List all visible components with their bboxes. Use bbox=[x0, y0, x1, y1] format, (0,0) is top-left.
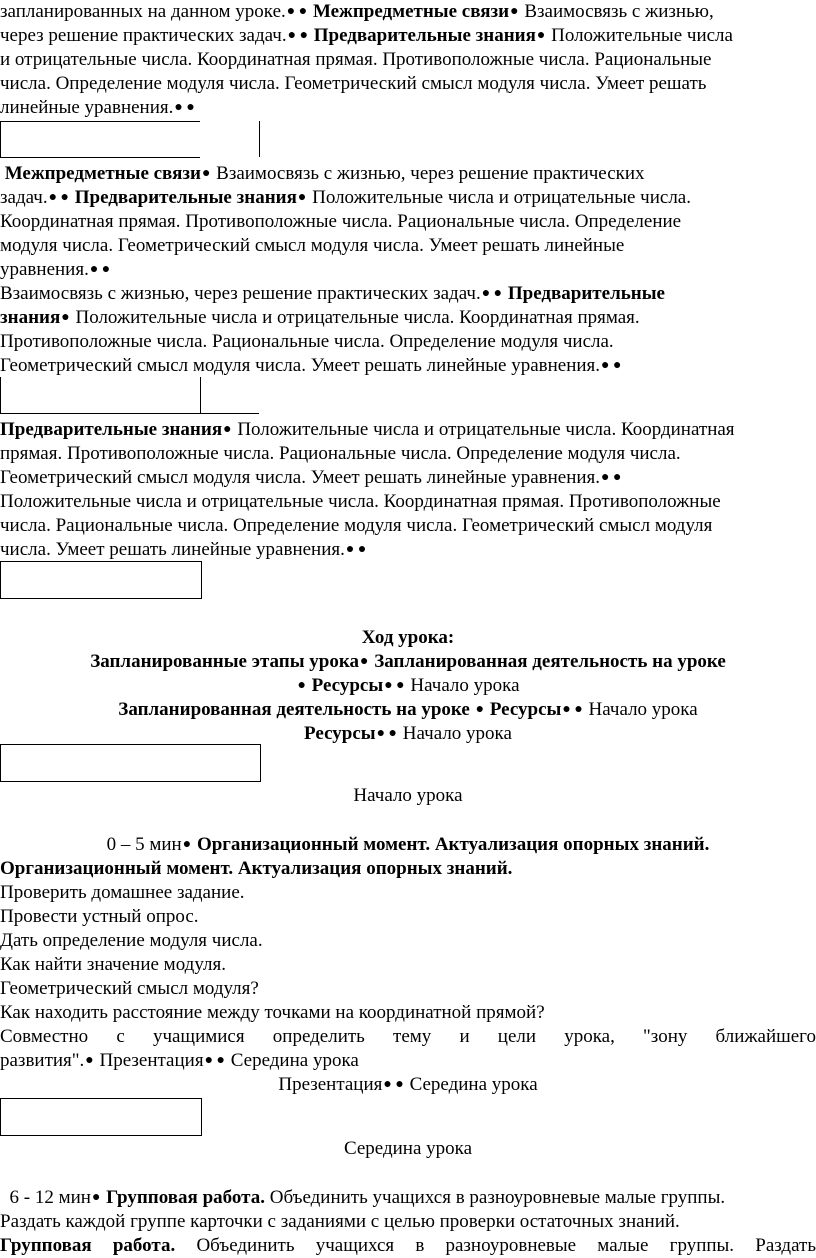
paragraph-4 bbox=[0, 418, 816, 490]
table-border bbox=[0, 121, 1, 157]
text-line: Геометрический смысл модуля числа. Умеет решать линейные уравнения.● ● bbox=[0, 355, 622, 376]
bullet-icon: ● bbox=[510, 4, 519, 19]
list-item: Как найти значение модуля. bbox=[0, 954, 226, 975]
text-line: Совместно с учащимися определить тему и цели урока, "зону ближайшего bbox=[0, 1026, 816, 1047]
bullet-icon: ● ● bbox=[286, 4, 308, 19]
bullet-icon: ● bbox=[182, 837, 192, 852]
bullet-icon: ● ● bbox=[376, 726, 398, 741]
text-line: задач.● ● Предварительные знания● Положительные числа и отрицательные числа. bbox=[0, 187, 691, 208]
table-border bbox=[0, 413, 259, 414]
bullet-icon: ● ● bbox=[562, 702, 583, 717]
bullet-icon: ● ● bbox=[345, 542, 367, 557]
text-line: запланированных на данном уроке.● ● Межпредметные связи● Взаимосвязь с жизнью, bbox=[0, 1, 714, 22]
bullet-icon: ● ● bbox=[48, 190, 70, 205]
text-line: знания● Положительные числа и отрицательные числа. Координатная прямая. bbox=[0, 307, 640, 328]
text-line: Предварительные знания● Положительные числа и отрицательные числа. Координатная bbox=[0, 419, 735, 440]
text-line: Взаимосвязь с жизнью, через решение практических задач.● ● Предварительные bbox=[0, 283, 665, 304]
text-line: числа. Умеет решать линейные уравнения.● ● bbox=[0, 539, 367, 560]
table-border bbox=[259, 121, 260, 157]
bullet-icon: ● bbox=[201, 166, 211, 181]
bullet-icon: ● ● bbox=[383, 1077, 404, 1092]
text-line: через решение практических задач.● ● Предварительные знания● Положительные числа bbox=[0, 25, 733, 46]
section-label: Середина урока bbox=[343, 1138, 473, 1159]
stage-2 bbox=[0, 1186, 816, 1258]
table-cell-box bbox=[0, 1098, 202, 1136]
text-line: Запланированная деятельность на уроке ● Ресурсы● ● Начало урока bbox=[118, 699, 698, 720]
text-line: Ресурсы● ● Начало урока bbox=[304, 723, 512, 744]
bullet-icon: ● bbox=[475, 702, 485, 717]
bullet-icon: ● ● bbox=[287, 28, 309, 43]
list-item: Дать определение модуля числа. bbox=[0, 930, 263, 951]
bullet-icon: ● ● bbox=[384, 678, 405, 693]
paragraph-3 bbox=[0, 282, 816, 378]
list-item: Геометрический смысл модуля? bbox=[0, 978, 259, 999]
table-border bbox=[0, 377, 1, 413]
text-line: Положительные числа и отрицательные числа. Координатная прямая. Противоположные bbox=[0, 491, 721, 512]
text-line: числа. Определение модуля числа. Геометрический смысл модуля числа. Умеет решать bbox=[0, 73, 707, 94]
bullet-icon: ● ● bbox=[204, 1053, 225, 1068]
table-border bbox=[0, 157, 200, 158]
text-line: Геометрический смысл модуля числа. Умеет решать линейные уравнения.● ● bbox=[0, 467, 622, 488]
section-label: Начало урока bbox=[353, 785, 463, 806]
text-line: линейные уравнения.● ● bbox=[0, 97, 195, 118]
text-line: Групповая работа. Объединить учащихся в разноуровневые малые группы. Раздать bbox=[0, 1235, 816, 1256]
text-line: 6 - 12 мин● Групповая работа. Объединить учащихся в разноуровневые малые группы. bbox=[9, 1187, 726, 1208]
text-line: числа. Рациональные числа. Определение модуля числа. Геометрический смысл модуля bbox=[0, 515, 713, 536]
table-border bbox=[0, 121, 200, 122]
table-border bbox=[200, 377, 201, 413]
text-line: развития".● Презентация● ● Середина урока bbox=[0, 1050, 359, 1071]
list-item: Проверить домашнее задание. bbox=[0, 882, 245, 903]
text-line: Организационный момент. Актуализация опорных знаний. bbox=[0, 858, 513, 879]
text-line: ● Ресурсы● ● Начало урока bbox=[297, 675, 520, 696]
text-line: Раздать каждой группе карточки с заданиями с целью проверки остаточных знаний. bbox=[0, 1211, 680, 1232]
bullet-icon: ● ● bbox=[174, 100, 195, 115]
text-line: прямая. Противоположные числа. Рациональные числа. Определение модуля числа. bbox=[0, 443, 681, 464]
lesson-section bbox=[0, 626, 816, 746]
bullet-icon: ● bbox=[61, 310, 70, 325]
text-line: Межпредметные связи● Взаимосвязь с жизнью, через решение практических bbox=[4, 163, 645, 184]
text-line: 0 – 5 мин● Организационный момент. Актуализация опорных знаний. bbox=[106, 834, 710, 855]
bullet-icon: ● bbox=[85, 1053, 94, 1068]
text-line: Запланированные этапы урока● Запланированная деятельность на уроке bbox=[90, 651, 726, 672]
bullet-icon: ● bbox=[360, 654, 369, 669]
stage-1 bbox=[0, 833, 816, 1097]
text-line: Противоположные числа. Рациональные числа. Определение модуля числа. bbox=[0, 331, 614, 352]
text-line: Координатная прямая. Противоположные числа. Рациональные числа. Определение bbox=[0, 211, 682, 232]
bullet-icon: ● ● bbox=[481, 286, 503, 301]
list-item: Как находить расстояние между точками на координатной прямой? bbox=[0, 1002, 545, 1023]
bullet-icon: ● ● bbox=[89, 262, 111, 277]
paragraph-5 bbox=[0, 490, 816, 562]
bullet-icon: ● ● bbox=[601, 358, 622, 373]
table-cell-box bbox=[0, 744, 261, 782]
table-cell-box bbox=[0, 561, 202, 599]
bullet-icon: ● bbox=[91, 1190, 101, 1205]
list-item: Провести устный опрос. bbox=[0, 906, 199, 927]
text-line: уравнения.● ● bbox=[0, 259, 111, 280]
bullet-icon: ● bbox=[297, 190, 307, 205]
bullet-icon: ● bbox=[223, 422, 232, 437]
text-line: модуля числа. Геометрический смысл модуля числа. Умеет решать линейные bbox=[0, 235, 625, 256]
text-line: и отрицательные числа. Координатная прямая. Противоположные числа. Рациональные bbox=[0, 49, 712, 70]
bullet-icon: ● bbox=[536, 28, 546, 43]
bullet-icon: ● bbox=[297, 678, 306, 693]
lesson-heading: Ход урока: bbox=[361, 627, 455, 648]
text-line: Презентация● ● Середина урока bbox=[278, 1074, 538, 1095]
paragraph-2 bbox=[0, 162, 816, 282]
bullet-icon: ● ● bbox=[601, 470, 622, 485]
paragraph-1 bbox=[0, 0, 816, 120]
